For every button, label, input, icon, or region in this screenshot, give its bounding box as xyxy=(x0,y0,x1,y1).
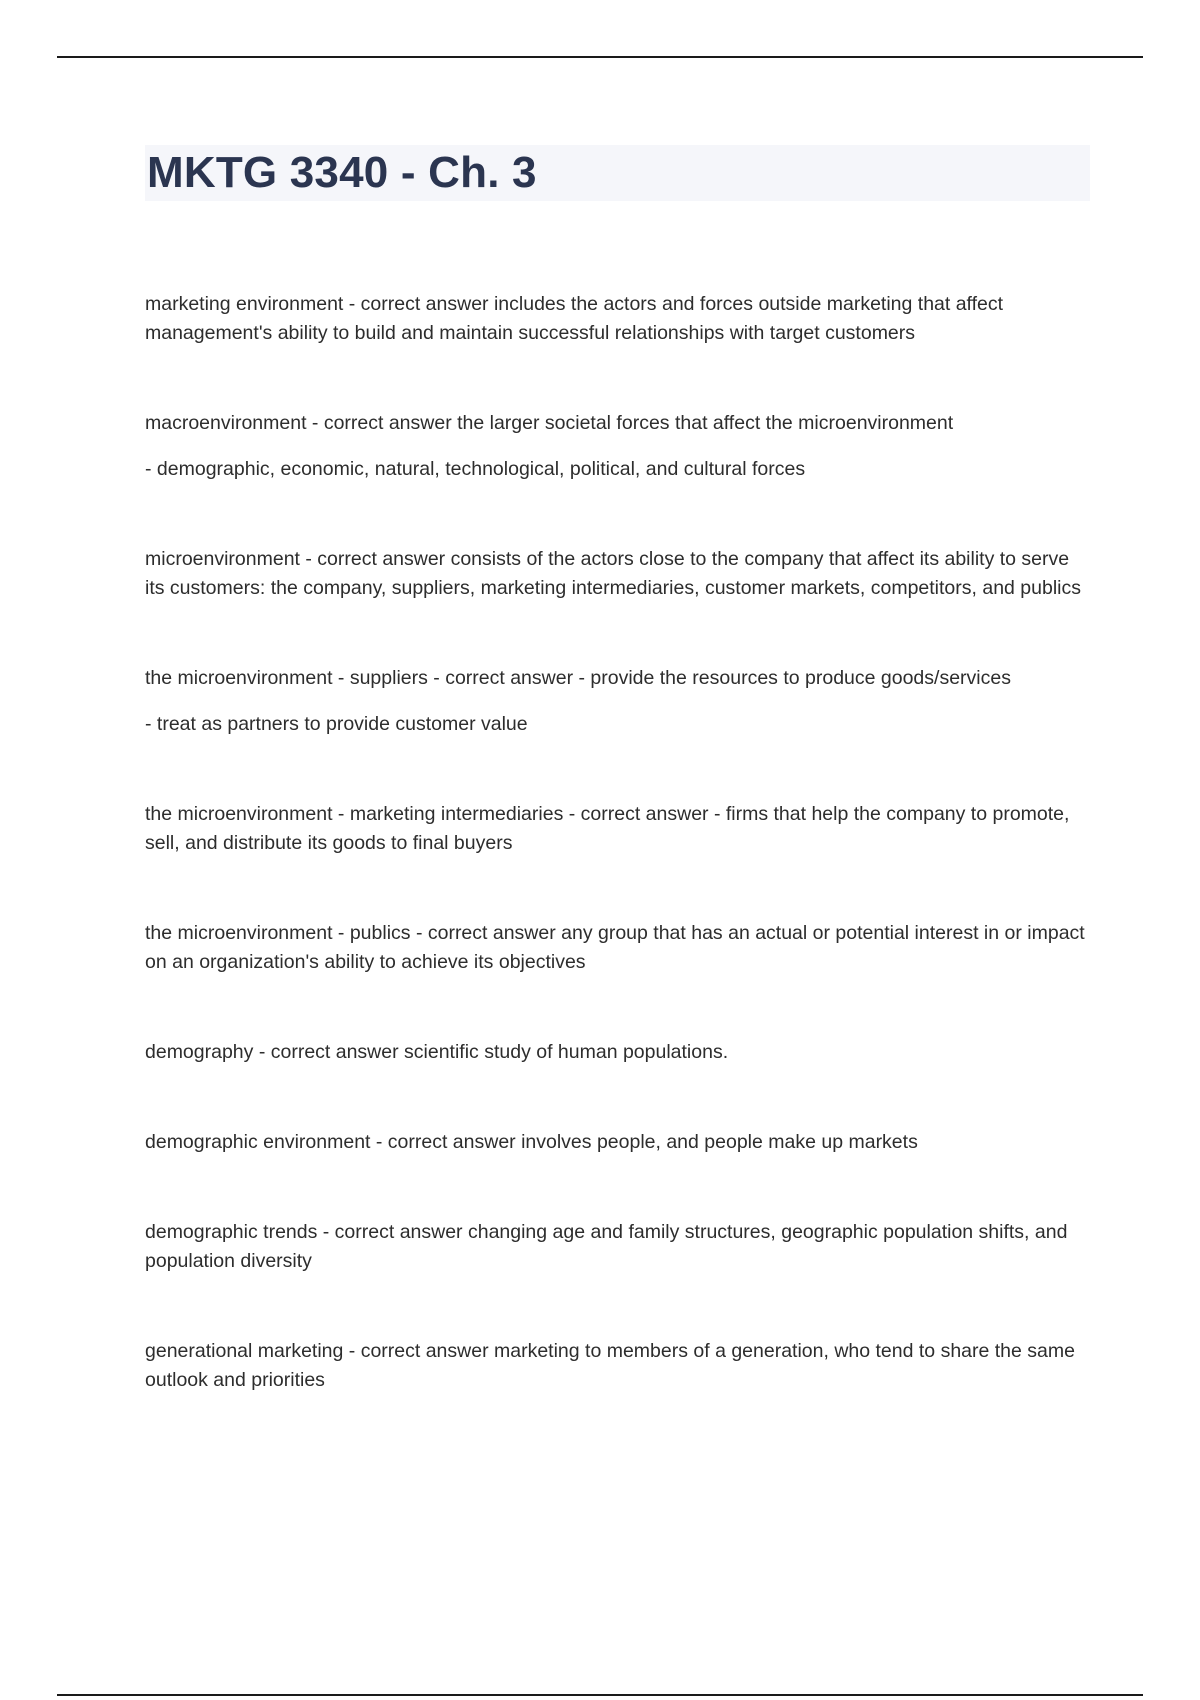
entry-text: marketing environment - correct answer includes the actors and forces outside marketing that affect management's ability to build and maintain successful relationships with target customers xyxy=(145,293,1004,344)
entry-text: the microenvironment - publics - correct answer any group that has an actual or potential interest in or impact on an organization's ability to achieve its objectives xyxy=(145,922,1085,973)
flashcard-entry xyxy=(145,1128,1090,1157)
flashcard-entry xyxy=(145,290,1090,348)
flashcard-entry xyxy=(145,1038,1090,1067)
top-rule xyxy=(57,56,1143,58)
entry-text: microenvironment - correct answer consists of the actors close to the company that affect its ability to serve its customers: the company, suppliers, marketing intermediaries, customer markets, competitors, and publics xyxy=(145,548,1081,599)
entry-text: macroenvironment - correct answer the larger societal forces that affect the microenvironment xyxy=(145,412,954,434)
bottom-rule xyxy=(57,1694,1143,1696)
entry-text: generational marketing - correct answer marketing to members of a generation, who tend to share the same outlook and priorities xyxy=(145,1340,1075,1391)
entry-text: the microenvironment - marketing intermediaries - correct answer - firms that help the company to promote, sell, and distribute its goods to final buyers xyxy=(145,803,1070,854)
flashcard-entry xyxy=(145,409,1090,484)
entry-text: demographic environment - correct answer involves people, and people make up markets xyxy=(145,1131,918,1153)
flashcard-entry xyxy=(145,1218,1090,1276)
entry-text: - demographic, economic, natural, technological, political, and cultural forces xyxy=(145,458,806,480)
page-title: MKTG 3340 - Ch. 3 xyxy=(147,148,537,197)
flashcard-entry xyxy=(145,1337,1090,1395)
flashcard-entry xyxy=(145,664,1090,739)
entry-text: - treat as partners to provide customer value xyxy=(145,713,528,735)
entry-text: demographic trends - correct answer changing age and family structures, geographic population shifts, and population diversity xyxy=(145,1221,1068,1272)
flashcard-list xyxy=(145,290,1090,1395)
entry-text: demography - correct answer scientific study of human populations. xyxy=(145,1041,729,1063)
flashcard-entry xyxy=(145,800,1090,858)
flashcard-entry xyxy=(145,919,1090,977)
entry-text: the microenvironment - suppliers - correct answer - provide the resources to produce goods/services xyxy=(145,667,1011,689)
flashcard-entry xyxy=(145,545,1090,603)
